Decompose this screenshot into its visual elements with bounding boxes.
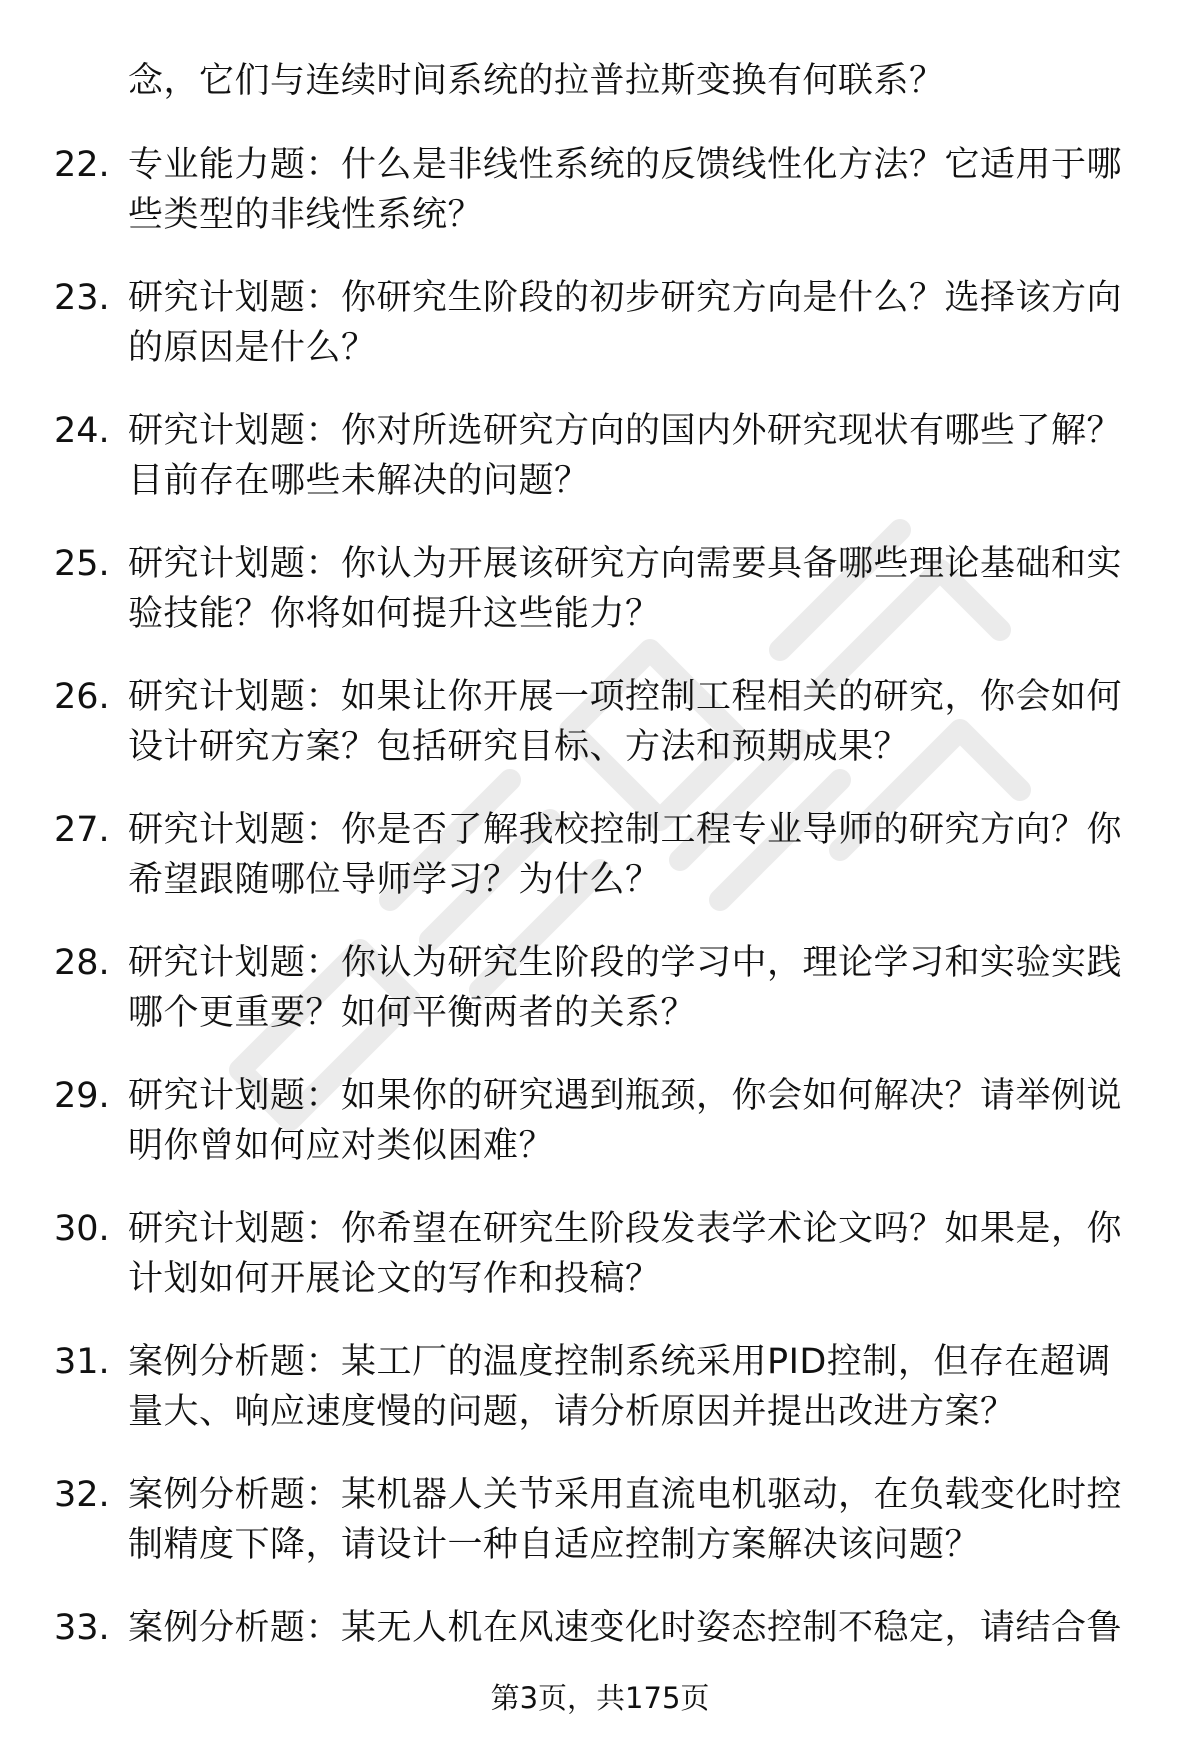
question-text-line: 研究计划题：你研究生阶段的初步研究方向是什么？选择该方向 [128,278,1123,318]
question-item [0,672,1200,805]
question-number: 22. [54,145,110,185]
question-text-line: 明你曾如何应对类似困难？ [128,1126,555,1166]
question-number: 23. [54,278,110,318]
question-number: 26. [54,677,110,717]
question-item [0,1071,1200,1204]
question-item [0,938,1200,1071]
question-text-line: 些类型的非线性系统？ [128,195,484,235]
question-text-line: 研究计划题：你希望在研究生阶段发表学术论文吗？如果是，你 [128,1209,1123,1249]
question-item [0,1337,1200,1470]
question-text-line: 案例分析题：某工厂的温度控制系统采用PID控制，但存在超调 [128,1342,1111,1382]
question-text-line: 研究计划题：你认为研究生阶段的学习中，理论学习和实验实践 [128,943,1123,983]
question-text-line: 案例分析题：某无人机在风速变化时姿态控制不稳定，请结合鲁 [128,1608,1123,1648]
question-text-line: 哪个更重要？如何平衡两者的关系？ [128,993,697,1033]
question-text-line: 验技能？你将如何提升这些能力？ [128,594,661,634]
question-text-line: 研究计划题：你对所选研究方向的国内外研究现状有哪些了解？ [128,411,1123,451]
question-item [0,140,1200,273]
question-text-line: 设计研究方案？包括研究目标、方法和预期成果？ [128,727,910,767]
question-item [0,539,1200,672]
question-list [0,140,1200,1736]
question-number: 27. [54,810,110,850]
question-number: 25. [54,544,110,584]
question-item [0,406,1200,539]
question-text-line: 案例分析题：某机器人关节采用直流电机驱动，在负载变化时控 [128,1475,1123,1515]
question-number: 31. [54,1342,110,1382]
question-text-line: 计划如何开展论文的写作和投稿？ [128,1259,661,1299]
question-item [0,805,1200,938]
question-text-line: 量大、响应速度慢的问题，请分析原因并提出改进方案？ [128,1392,1016,1432]
question-text-line: 的原因是什么？ [128,328,377,368]
question-text-line: 目前存在哪些未解决的问题？ [128,461,590,501]
question-item [0,273,1200,406]
question-text-line: 专业能力题：什么是非线性系统的反馈线性化方法？它适用于哪 [128,145,1123,185]
continuation-line: 念，它们与连续时间系统的拉普拉斯变换有何联系？ [128,61,945,101]
question-text-line: 制精度下降，请设计一种自适应控制方案解决该问题？ [128,1525,981,1565]
question-text-line: 研究计划题：如果让你开展一项控制工程相关的研究，你会如何 [128,677,1123,717]
question-item [0,1204,1200,1337]
question-number: 30. [54,1209,110,1249]
question-text-line: 研究计划题：你是否了解我校控制工程专业导师的研究方向？你 [128,810,1123,850]
question-text-line: 研究计划题：如果你的研究遇到瓶颈，你会如何解决？请举例说 [128,1076,1123,1116]
question-number: 32. [54,1475,110,1515]
question-number: 24. [54,411,110,451]
question-text-line: 希望跟随哪位导师学习？为什么？ [128,860,661,900]
question-number: 28. [54,943,110,983]
question-number: 29. [54,1076,110,1116]
question-number: 33. [54,1608,110,1648]
question-item [0,1470,1200,1603]
page-footer: 第3页，共175页 [490,1681,710,1715]
question-text-line: 研究计划题：你认为开展该研究方向需要具备哪些理论基础和实 [128,544,1123,584]
